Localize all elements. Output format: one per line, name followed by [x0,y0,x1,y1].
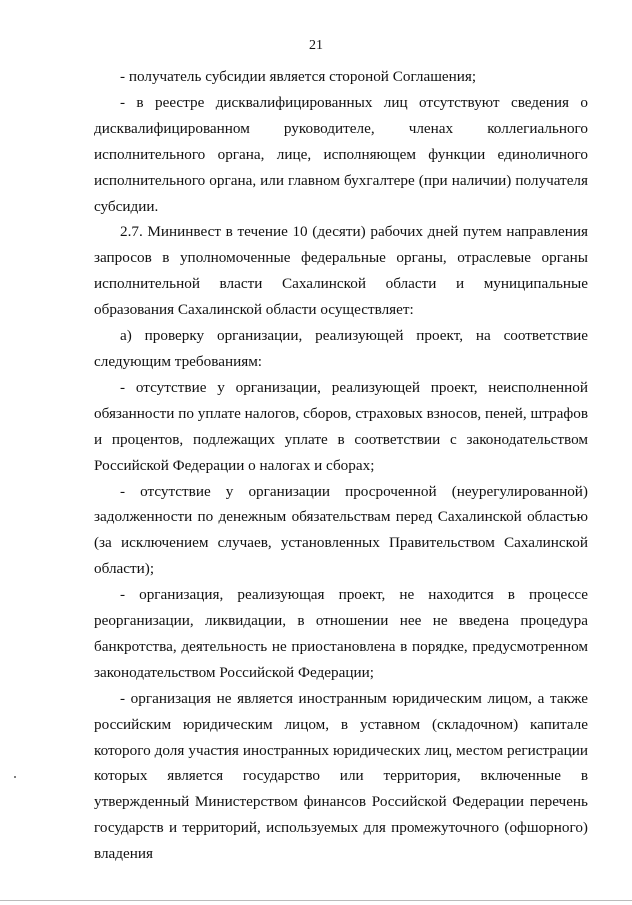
paragraph-item-a: а) проверку организации, реализующей проект, на соответствие следующим требованиям: [94,327,588,370]
document-body [94,64,588,867]
page-bottom-rule [0,900,632,901]
paragraph-not-foreign-entity: - организация не является иностранным юридическим лицом, а также российским юридическим лицом, в уставном (складочном) капитале которого доля участия иностранных юридических лиц, местом регистрации которых является государство или территория, включенные в утвержденный Министерством финансов Российской Федерации перечень государств и территорий, используемых для промежуточного (офшорного) владения [94,689,588,863]
paragraph-not-reorganizing: - организация, реализующая проект, не находится в процессе реорганизации, ликвидации, в отношении нее не введена процедура банкротства, деятельность не приостановлена в порядке, предусмотренном законодательством Российской Федерации; [94,586,588,681]
scan-speck [14,776,16,778]
paragraph-no-tax-debt: - отсутствие у организации, реализующей проект, неисполненной обязанности по уплате налогов, сборов, страховых взносов, пеней, штрафов и процентов, подлежащих уплате в соответствии с законодательством Российской Федерации о налогах и сборах; [94,378,588,474]
paragraph-no-overdue-debt: - отсутствие у организации просроченной (неурегулированной) задолженности по денежным обязательствам перед Сахалинской областью (за исключением случаев, установленных Правительством Сахалинской области); [94,482,588,578]
paragraph-section-2-7: 2.7. Мининвест в течение 10 (десяти) рабочих дней путем направления запросов в уполномоченные федеральные органы, отраслевые органы исполнительной власти Сахалинской области и муниципальные образования Сахалинской области осуществляет: [94,223,588,319]
page-number: 21 [309,38,323,53]
paragraph-disqualified-registry: - в реестре дисквалифицированных лиц отсутствуют сведения о дисквалифицированном руководителе, членах коллегиального исполнительного органа, лице, исполняющем функции единоличного исполнительного органа, или главном бухгалтере (при наличии) получателя субсидии. [94,93,588,215]
paragraph-recipient-party: - получатель субсидии является стороной Соглашения; [120,68,477,85]
